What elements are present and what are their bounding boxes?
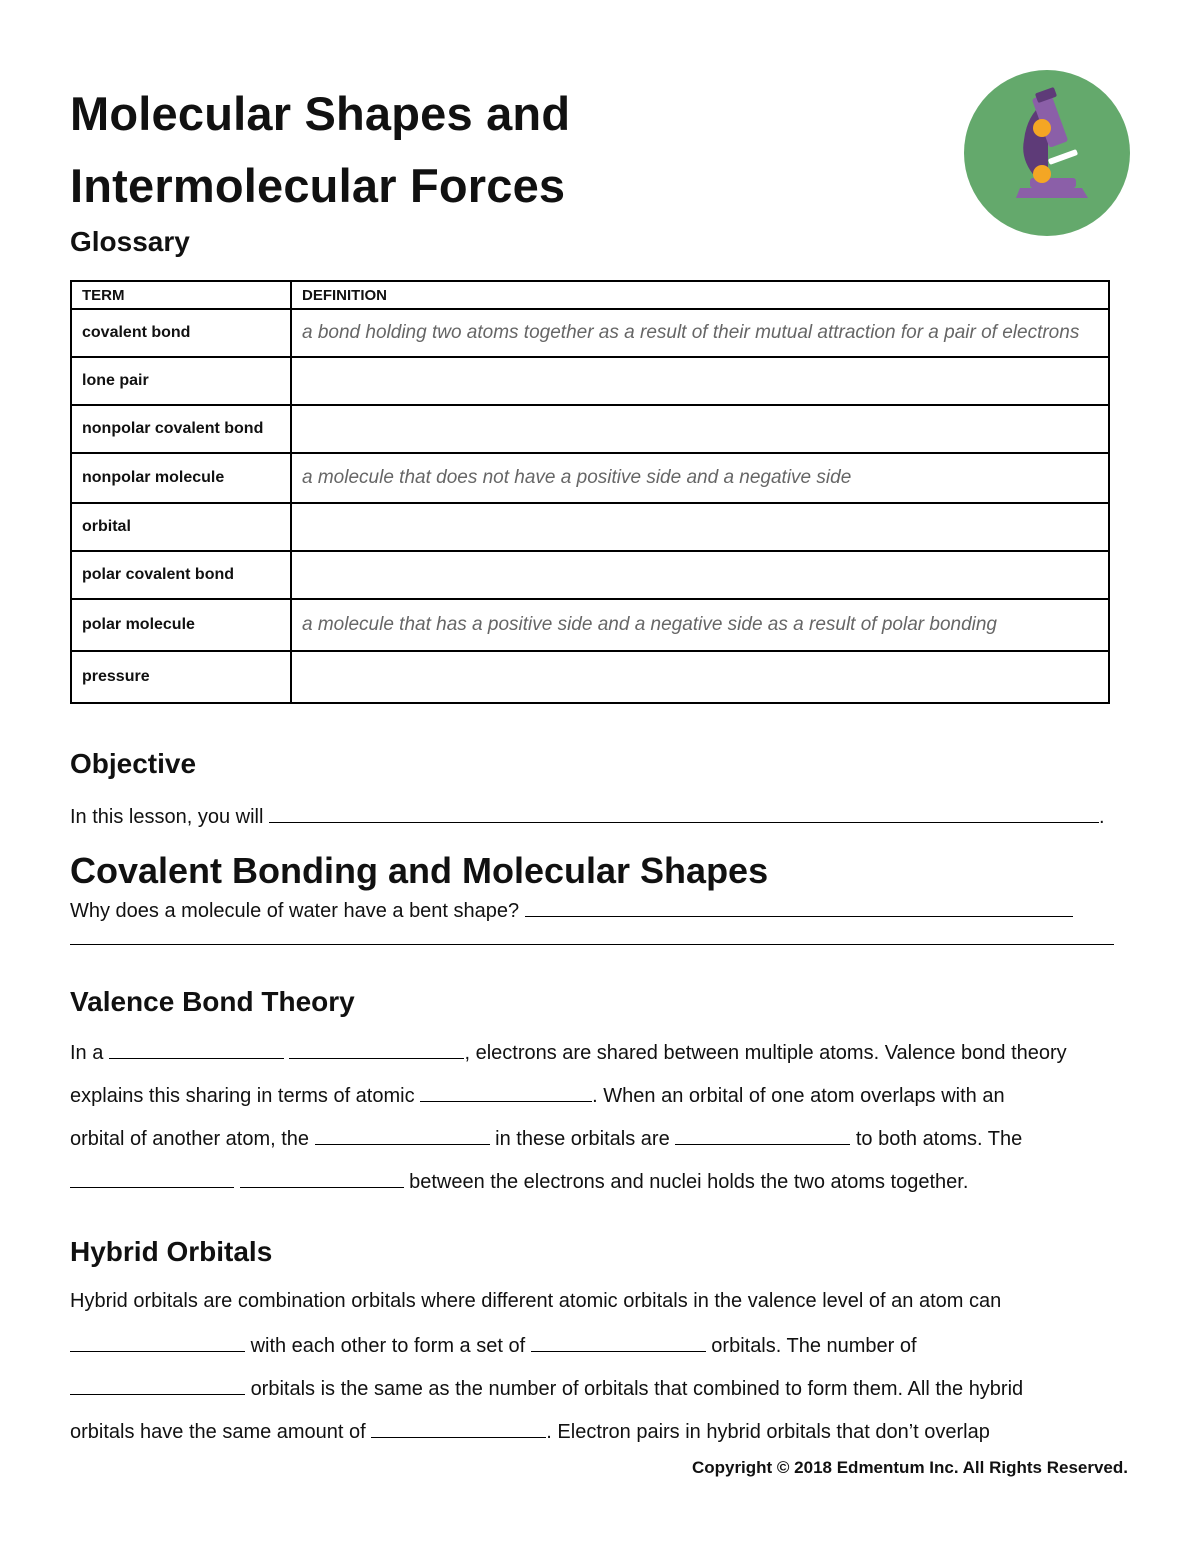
valence-heading: Valence Bond Theory — [70, 986, 355, 1017]
fill-blank[interactable] — [420, 1083, 592, 1102]
hybrid-line-3: orbitals is the same as the number of orbitals that combined to form them. All the hybrid — [70, 1376, 1023, 1401]
table-row — [71, 309, 1109, 357]
definition-cell[interactable]: a molecule that does not have a positive side and a negative side — [291, 453, 1109, 503]
table-row — [71, 599, 1109, 651]
definition-cell[interactable]: a molecule that has a positive side and a negative side as a result of polar bonding — [291, 599, 1109, 651]
title-line-1: Molecular Shapes and — [70, 87, 571, 140]
hybrid-line-4: orbitals have the same amount of . Electron pairs in hybrid orbitals that don’t overlap — [70, 1421, 990, 1443]
term-cell: pressure — [71, 651, 291, 703]
definition-cell[interactable] — [291, 551, 1109, 599]
fill-blank[interactable] — [315, 1126, 490, 1145]
table-row — [71, 405, 1109, 453]
valence-line-2: explains this sharing in terms of atomic . When an orbital of one atom overlaps with an — [70, 1085, 1005, 1107]
hybrid-heading: Hybrid Orbitals — [70, 1236, 273, 1267]
valence-line-4: between the electrons and nuclei holds the two atoms together. — [70, 1169, 968, 1194]
fill-blank[interactable] — [531, 1333, 706, 1352]
definition-cell[interactable]: a bond holding two atoms together as a result of their mutual attraction for a pair of electrons — [291, 309, 1109, 357]
definition-cell[interactable] — [291, 503, 1109, 551]
copyright-notice: Copyright © 2018 Edmentum Inc. All Rights Reserved. — [691, 1458, 1128, 1477]
term-cell: nonpolar covalent bond — [71, 405, 291, 453]
fill-blank[interactable] — [70, 1333, 245, 1352]
covalent-section-heading: Covalent Bonding and Molecular Shapes — [70, 850, 769, 891]
answer-line[interactable] — [70, 944, 1114, 945]
table-row — [71, 357, 1109, 405]
definition-cell[interactable] — [291, 357, 1109, 405]
column-header-term: TERM — [71, 281, 291, 309]
title-line-2: Intermolecular Forces — [70, 159, 566, 212]
table-row — [71, 551, 1109, 599]
water-question-line — [70, 898, 1073, 923]
term-cell: nonpolar molecule — [71, 453, 291, 503]
hybrid-line-1: Hybrid orbitals are combination orbitals where different atomic orbitals in the valence level of an atom can — [70, 1290, 1002, 1312]
fill-blank[interactable] — [240, 1169, 404, 1188]
water-question: Why does a molecule of water have a bent shape? — [70, 900, 520, 922]
objective-heading: Objective — [70, 748, 197, 779]
table-row — [71, 651, 1109, 703]
glossary-heading: Glossary — [70, 226, 190, 257]
fill-blank[interactable] — [289, 1040, 464, 1059]
term-cell: polar molecule — [71, 599, 291, 651]
column-header-definition: DEFINITION — [291, 281, 1109, 309]
microscope-icon — [964, 70, 1130, 236]
term-cell: lone pair — [71, 357, 291, 405]
hybrid-line-2: with each other to form a set of orbitals. The number of — [70, 1333, 917, 1358]
table-row — [71, 453, 1109, 503]
term-cell: orbital — [71, 503, 291, 551]
fill-blank[interactable] — [675, 1126, 850, 1145]
objective-blank[interactable] — [269, 804, 1099, 823]
term-cell: polar covalent bond — [71, 551, 291, 599]
valence-line-3: orbital of another atom, the in these orbitals are to both atoms. The — [70, 1128, 1023, 1150]
objective-prompt: In this lesson, you will — [70, 806, 264, 828]
term-cell: covalent bond — [71, 309, 291, 357]
fill-blank[interactable] — [371, 1419, 546, 1438]
fill-blank[interactable] — [70, 1376, 245, 1395]
definition-cell[interactable] — [291, 405, 1109, 453]
fill-blank[interactable] — [109, 1040, 284, 1059]
table-row — [71, 503, 1109, 551]
glossary-table — [70, 280, 1110, 704]
valence-line-1: In a , electrons are shared between multiple atoms. Valence bond theory — [70, 1042, 1067, 1064]
definition-cell[interactable] — [291, 651, 1109, 703]
fill-blank[interactable] — [70, 1169, 234, 1188]
objective-line: In this lesson, you will . — [70, 806, 1105, 828]
page-title — [70, 78, 570, 222]
answer-blank[interactable] — [525, 898, 1073, 917]
